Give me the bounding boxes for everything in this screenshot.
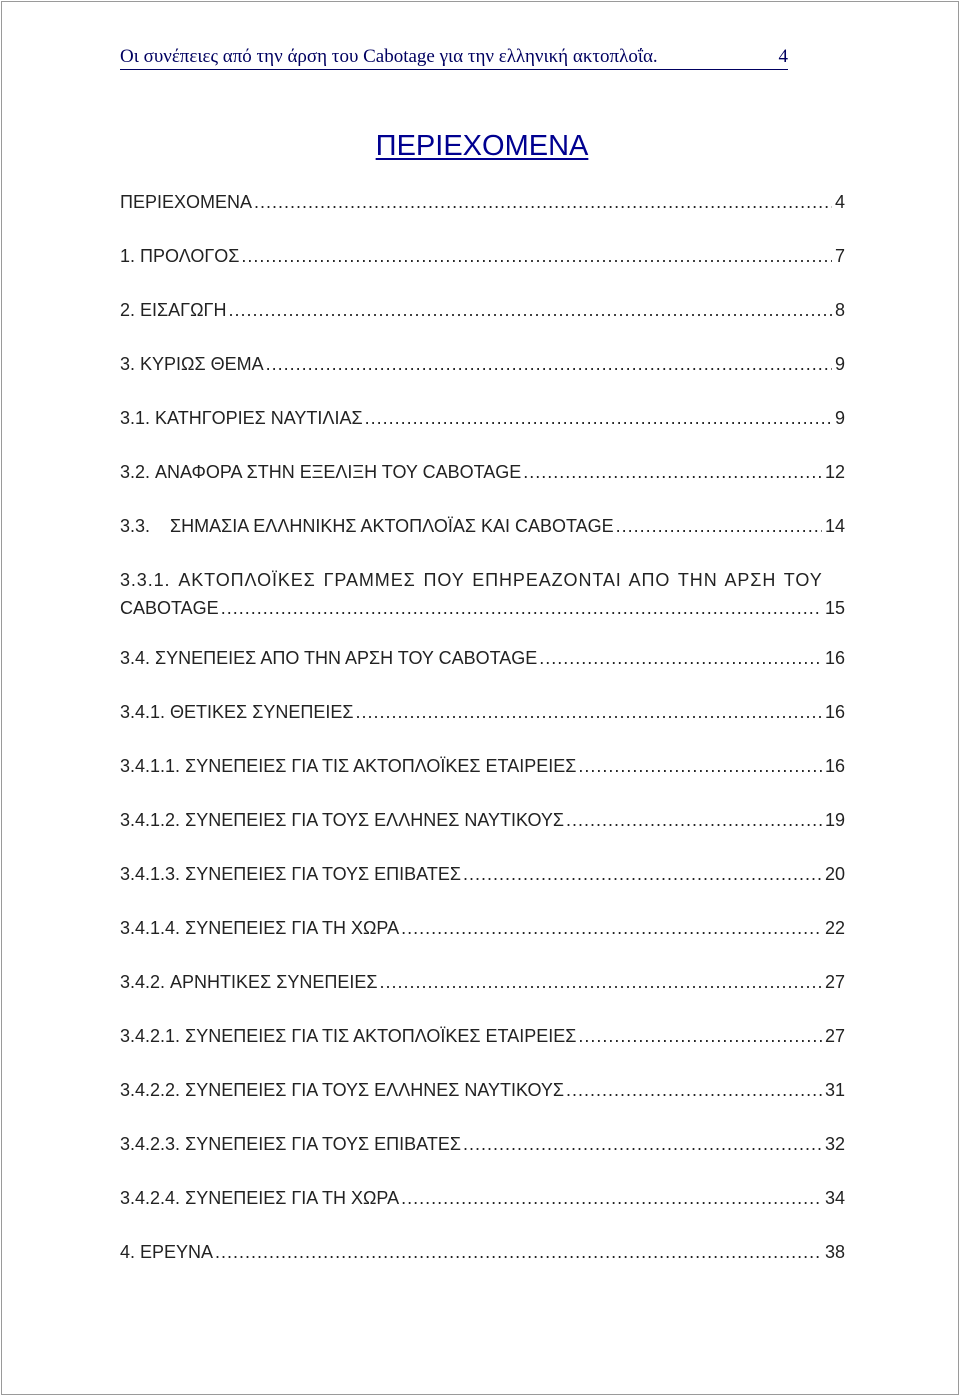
toc-entry[interactable] bbox=[120, 1240, 845, 1264]
toc-entry-page: 14 bbox=[824, 516, 845, 536]
toc-entry[interactable] bbox=[120, 1024, 845, 1048]
toc-entry[interactable] bbox=[120, 352, 845, 376]
toc-entry[interactable] bbox=[120, 754, 845, 778]
toc-entry[interactable] bbox=[120, 1078, 845, 1102]
toc-entry-number: 3.4.2. bbox=[120, 972, 171, 992]
toc-entry-page: 16 bbox=[824, 702, 845, 722]
toc-entry-page: 22 bbox=[824, 918, 845, 938]
toc-leader-dots bbox=[221, 596, 822, 620]
toc-entry-page: 38 bbox=[824, 1242, 845, 1262]
toc-entry-page: 20 bbox=[824, 864, 845, 884]
toc-leader-dots bbox=[215, 1240, 822, 1264]
toc-entry-number: 3.4. bbox=[120, 648, 156, 668]
toc-leader-dots bbox=[463, 1132, 822, 1156]
toc-leader-dots bbox=[355, 700, 822, 724]
toc-leader-dots bbox=[365, 406, 832, 430]
toc-entry-title: ΚΥΡΙΩΣ ΘΕΜΑ bbox=[140, 354, 264, 374]
toc-leader-dots bbox=[266, 352, 832, 376]
toc-entry-number: 3.4.2.4. bbox=[120, 1188, 186, 1208]
toc-entry-title: ΕΙΣΑΓΩΓΗ bbox=[140, 300, 227, 320]
toc-entry-page: 8 bbox=[834, 300, 845, 320]
toc-leader-dots bbox=[578, 1024, 822, 1048]
toc-entry-page: 31 bbox=[824, 1080, 845, 1100]
toc-entry-number: 3.4.1. bbox=[120, 702, 171, 722]
toc-entry-number: 3. bbox=[120, 354, 141, 374]
toc-entry-title: ΣΥΝΕΠΕΙΕΣ ΓΙΑ ΤΟΥΣ ΕΠΙΒΑΤΕΣ bbox=[185, 1134, 461, 1154]
toc-entry-title: ΘΕΤΙΚΕΣ ΣΥΝΕΠΕΙΕΣ bbox=[170, 702, 354, 722]
toc-entry-title: ΚΑΤΗΓΟΡΙΕΣ ΝΑΥΤΙΛΙΑΣ bbox=[155, 408, 363, 428]
toc-leader-dots bbox=[463, 862, 822, 886]
toc-entry[interactable] bbox=[120, 1186, 845, 1210]
toc-entry[interactable] bbox=[120, 862, 845, 886]
toc-entry-number: 2. bbox=[120, 300, 141, 320]
toc-entry[interactable] bbox=[120, 190, 845, 214]
toc-entry-page: 19 bbox=[824, 810, 845, 830]
toc-entry[interactable] bbox=[120, 700, 845, 724]
toc-entry-number: 3.4.2.1. bbox=[120, 1026, 186, 1046]
toc-entry-title: ΣΥΝΕΠΕΙΕΣ ΓΙΑ ΤΗ ΧΩΡΑ bbox=[185, 918, 400, 938]
toc-entry-title: ΑΚΤΟΠΛΟΪΚΕΣ ΓΡΑΜΜΕΣ ΠΟΥ ΕΠΗΡΕΑΖΟΝΤΑΙ ΑΠΟ ΤΗΝ ΑΡΣΗ ΤΟΥ bbox=[178, 570, 823, 590]
toc-entry-title: ΕΡΕΥΝΑ bbox=[140, 1242, 214, 1262]
toc-entry-number: 3.3.1. bbox=[120, 570, 179, 590]
toc-entry-page: 16 bbox=[824, 648, 845, 668]
toc-entry[interactable] bbox=[120, 1132, 845, 1156]
toc-entry-page: 15 bbox=[824, 598, 845, 618]
toc-entry-page: 27 bbox=[824, 972, 845, 992]
toc-entry[interactable] bbox=[120, 808, 845, 832]
toc-entry-title: ΠΕΡΙΕΧΟΜΕΝΑ bbox=[120, 192, 253, 212]
toc-entry[interactable] bbox=[120, 916, 845, 940]
toc-entry-title: ΣΗΜΑΣΙΑ ΕΛΛΗΝΙΚΗΣ ΑΚΤΟΠΛΟΪΑΣ ΚΑΙ CABOTAGE bbox=[170, 516, 614, 536]
toc-entry-number: 4. bbox=[120, 1242, 141, 1262]
toc-entry[interactable] bbox=[120, 514, 845, 538]
toc-entry-page: 34 bbox=[824, 1188, 845, 1208]
toc-entry-title: ΣΥΝΕΠΕΙΕΣ ΓΙΑ ΤΟΥΣ ΕΛΛΗΝΕΣ ΝΑΥΤΙΚΟΥΣ bbox=[185, 810, 565, 830]
toc-entry[interactable] bbox=[120, 244, 845, 268]
toc-entry[interactable] bbox=[120, 568, 845, 620]
toc-leader-dots bbox=[228, 298, 832, 322]
toc-entry-number: 3.4.2.2. bbox=[120, 1080, 186, 1100]
toc-entry-page: 4 bbox=[834, 192, 845, 212]
toc-leader-dots bbox=[566, 1078, 822, 1102]
toc-entry-number: 3.2. bbox=[120, 462, 156, 482]
toc-entry-number: 3.3. bbox=[120, 516, 171, 536]
toc-entry-title: ΣΥΝΕΠΕΙΕΣ ΓΙΑ ΤΙΣ ΑΚΤΟΠΛΟΪΚΕΣ ΕΤΑΙΡΕΙΕΣ bbox=[185, 756, 577, 776]
toc-entry[interactable] bbox=[120, 298, 845, 322]
toc-entry-title: ΣΥΝΕΠΕΙΕΣ ΑΠΟ ΤΗΝ ΑΡΣΗ ΤΟΥ CABOTAGE bbox=[155, 648, 538, 668]
page-title: ΠΕΡΙΕΧΟΜΕΝΑ bbox=[375, 130, 589, 162]
toc-entry-page: 9 bbox=[834, 354, 845, 374]
toc-entry-number: 1. bbox=[120, 246, 141, 266]
toc-entry-title: ΠΡΟΛΟΓΟΣ bbox=[140, 246, 240, 266]
toc-entry[interactable] bbox=[120, 646, 845, 670]
toc-entry-title: ΣΥΝΕΠΕΙΕΣ ΓΙΑ ΤΙΣ ΑΚΤΟΠΛΟΪΚΕΣ ΕΤΑΙΡΕΙΕΣ bbox=[185, 1026, 577, 1046]
toc-entry-title: ΣΥΝΕΠΕΙΕΣ ΓΙΑ ΤΟΥΣ ΕΠΙΒΑΤΕΣ bbox=[185, 864, 461, 884]
header-page-number: 4 bbox=[778, 46, 788, 67]
toc-entry-number: 3.4.1.4. bbox=[120, 918, 186, 938]
toc-leader-dots bbox=[578, 754, 822, 778]
toc-entry-title-continued: CABOTAGE bbox=[120, 598, 219, 618]
running-header bbox=[120, 46, 788, 70]
toc-entry-title: ΣΥΝΕΠΕΙΕΣ ΓΙΑ ΤΗ ΧΩΡΑ bbox=[185, 1188, 400, 1208]
toc-leader-dots bbox=[241, 244, 832, 268]
toc-entry[interactable] bbox=[120, 406, 845, 430]
toc-leader-dots bbox=[401, 916, 822, 940]
toc-entry-title: ΑΡΝΗΤΙΚΕΣ ΣΥΝΕΠΕΙΕΣ bbox=[170, 972, 378, 992]
toc-entry-page: 32 bbox=[824, 1134, 845, 1154]
toc-entry-title: ΣΥΝΕΠΕΙΕΣ ΓΙΑ ΤΟΥΣ ΕΛΛΗΝΕΣ ΝΑΥΤΙΚΟΥΣ bbox=[185, 1080, 565, 1100]
toc-leader-dots bbox=[254, 190, 832, 214]
toc-entry-number: 3.4.1.3. bbox=[120, 864, 186, 884]
toc-entry-page: 12 bbox=[824, 462, 845, 482]
toc-entry-number: 3.4.2.3. bbox=[120, 1134, 186, 1154]
toc-leader-dots bbox=[539, 646, 822, 670]
toc-entry-page: 9 bbox=[834, 408, 845, 428]
toc-entry-number: 3.4.1.2. bbox=[120, 810, 186, 830]
header-title: Οι συνέπειες από την άρση του Cabotage για την ελληνική ακτοπλοΐα. bbox=[120, 46, 658, 67]
toc-leader-dots bbox=[566, 808, 822, 832]
toc-leader-dots bbox=[616, 514, 822, 538]
toc-leader-dots bbox=[379, 970, 822, 994]
toc-entry-title: ΑΝΑΦΟΡΑ ΣΤΗΝ ΕΞΕΛΙΞΗ ΤΟΥ CABOTAGE bbox=[155, 462, 522, 482]
toc-leader-dots bbox=[523, 460, 822, 484]
toc-entry[interactable] bbox=[120, 460, 845, 484]
toc-entry-page: 16 bbox=[824, 756, 845, 776]
toc-entry-number: 3.4.1.1. bbox=[120, 756, 186, 776]
toc-leader-dots bbox=[401, 1186, 822, 1210]
toc-entry-page: 27 bbox=[824, 1026, 845, 1046]
toc-entry[interactable] bbox=[120, 970, 845, 994]
document-page bbox=[1, 1, 959, 1395]
toc-entry-page: 7 bbox=[834, 246, 845, 266]
toc-entry-number: 3.1. bbox=[120, 408, 156, 428]
